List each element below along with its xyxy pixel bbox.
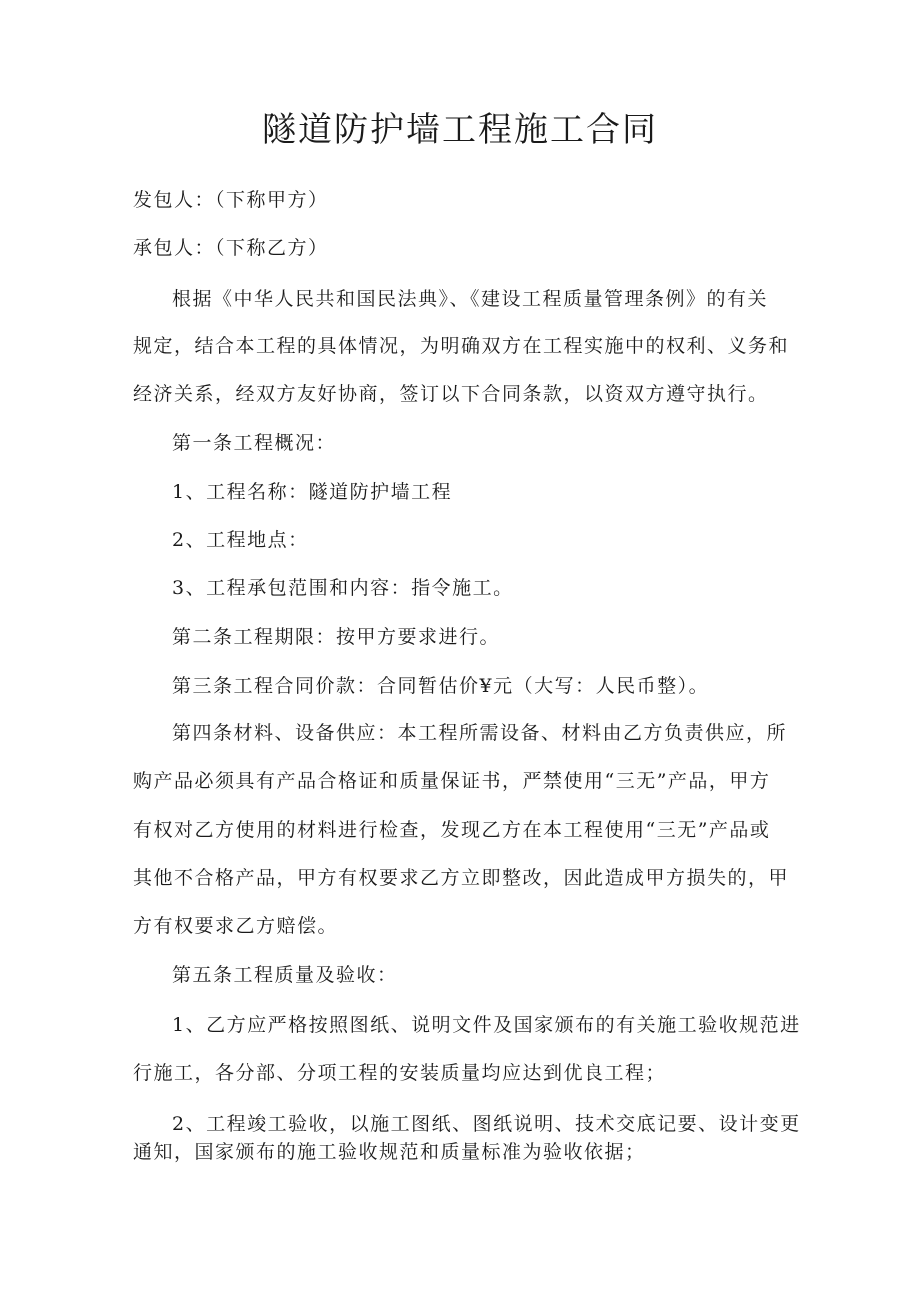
article-4-line-3: 有权对乙方使用的材料进行检查，发现乙方在本工程使用“三无”产品或 bbox=[133, 819, 771, 841]
article-4-line-4: 其他不合格产品，甲方有权要求乙方立即整改，因此造成甲方损失的，甲 bbox=[133, 867, 790, 889]
article-1-item-3: 3、工程承包范围和内容：指令施工。 bbox=[172, 577, 514, 599]
article-4-line-1: 第四条材料、设备供应：本工程所需设备、材料由乙方负责供应，所 bbox=[172, 722, 788, 744]
article-1-item-2: 2、工程地点： bbox=[172, 529, 309, 551]
article-5-item-2-line-1: 2、工程竣工验收，以施工图纸、图纸说明、技术交底记要、设计变更 bbox=[172, 1113, 801, 1135]
party-a-line: 发包人：（下称甲方） bbox=[133, 189, 329, 211]
article-3-line: 第三条工程合同价款：合同暂估价¥元（大写：人民币整）。 bbox=[172, 675, 710, 697]
article-5-heading: 第五条工程质量及验收： bbox=[172, 964, 398, 986]
article-2-line: 第二条工程期限：按甲方要求进行。 bbox=[172, 626, 501, 648]
article-1-heading: 第一条工程概况： bbox=[172, 432, 337, 454]
article-1-item-1: 1、工程名称：隧道防护墙工程 bbox=[172, 481, 453, 503]
article-5-item-1-line-1: 1、乙方应严格按照图纸、说明文件及国家颁布的有关施工验收规范进 bbox=[172, 1014, 801, 1036]
article-4-line-5: 方有权要求乙方赔偿。 bbox=[133, 915, 339, 937]
preamble-line-3: 经济关系，经双方友好协商，签订以下合同条款，以资双方遵守执行。 bbox=[133, 383, 769, 405]
document-title: 隧道防护墙工程施工合同 bbox=[262, 110, 658, 150]
article-5-item-1-line-2: 行施工，各分部、分项工程的安装质量均应达到优良工程； bbox=[133, 1062, 667, 1084]
preamble-line-2: 规定，结合本工程的具体情况，为明确双方在工程实施中的权利、义务和 bbox=[133, 335, 790, 357]
party-b-line: 承包人：（下称乙方） bbox=[133, 237, 329, 259]
article-5-item-2-line-2: 通知，国家颁布的施工验收规范和质量标准为验收依据； bbox=[133, 1141, 646, 1163]
preamble-line-1: 根据《中华人民共和国民法典》、《建设工程质量管理条例》的有关 bbox=[172, 288, 769, 310]
article-4-line-2: 购产品必须具有产品合格证和质量保证书，严禁使用“三无”产品，甲方 bbox=[133, 770, 771, 792]
